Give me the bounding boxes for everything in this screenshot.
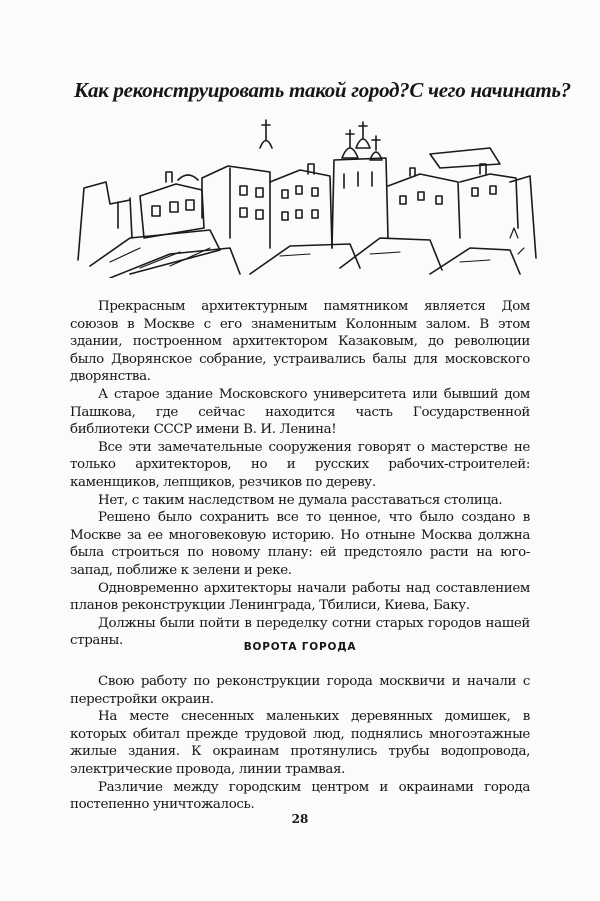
paragraph: Решено было сохранить все то ценное, что было создано в Москве за ее многовековую историю. Но отныне Москва должна была строиться по новому плану: ей предстояло расти на юго-запад, поближе к зелени и реке. xyxy=(70,510,530,578)
paragraph: Свою работу по реконструкции города москвичи и начали с перестройки окраин. xyxy=(70,674,530,707)
page-number: 28 xyxy=(291,812,309,826)
caption-question-2: С чего начинать? xyxy=(409,78,571,102)
city-rooftops-illustration xyxy=(70,78,540,278)
paragraph: Одновременно архитекторы начали работы над составлением планов реконструкции Ленинграда, Тбилиси, Киева, Баку. xyxy=(70,580,530,614)
body-text xyxy=(70,298,530,650)
paragraph: Должны были пойти в переделку сотни старых городов нашей страны. xyxy=(70,615,530,649)
paragraph: Все эти замечательные сооружения говорят о мастерстве не только архитекторов, но и русских рабочих-строителей: каменщиков, лепщиков, резчиков по дереву. xyxy=(70,439,530,490)
paragraph: Нет, с таким наследством не думала расставаться столица. xyxy=(98,492,503,508)
caption-question-1: Как реконструировать такой город? xyxy=(74,78,410,102)
illustration-caption xyxy=(74,78,571,103)
paragraph: А старое здание Московского университета или бывший дом Пашкова, где сейчас находится часть Государственной библиотеки СССР имени В. И. Ленина! xyxy=(70,386,530,438)
paragraph: Различие между городским центром и окраинами города постепенно уничтожалось. xyxy=(70,779,530,813)
section-body-text xyxy=(70,673,530,814)
paragraph: На месте снесенных маленьких деревянных домишек, в которых обитал прежде трудовой люд, поднялись многоэтажные жилые здания. К окраинам протянулись трубы водопровода, электрические провода, линии трамвая. xyxy=(70,709,530,777)
paragraph: Прекрасным архитектурным памятником является Дом союзов в Москве с его знаменитым Колонным залом. В этом здании, построенном архитектором Казаковым, до революции было Дворянское собрание, устраивались балы для московского дворянства. xyxy=(70,299,530,385)
section-heading: ВОРОТА ГОРОДА xyxy=(243,641,357,653)
